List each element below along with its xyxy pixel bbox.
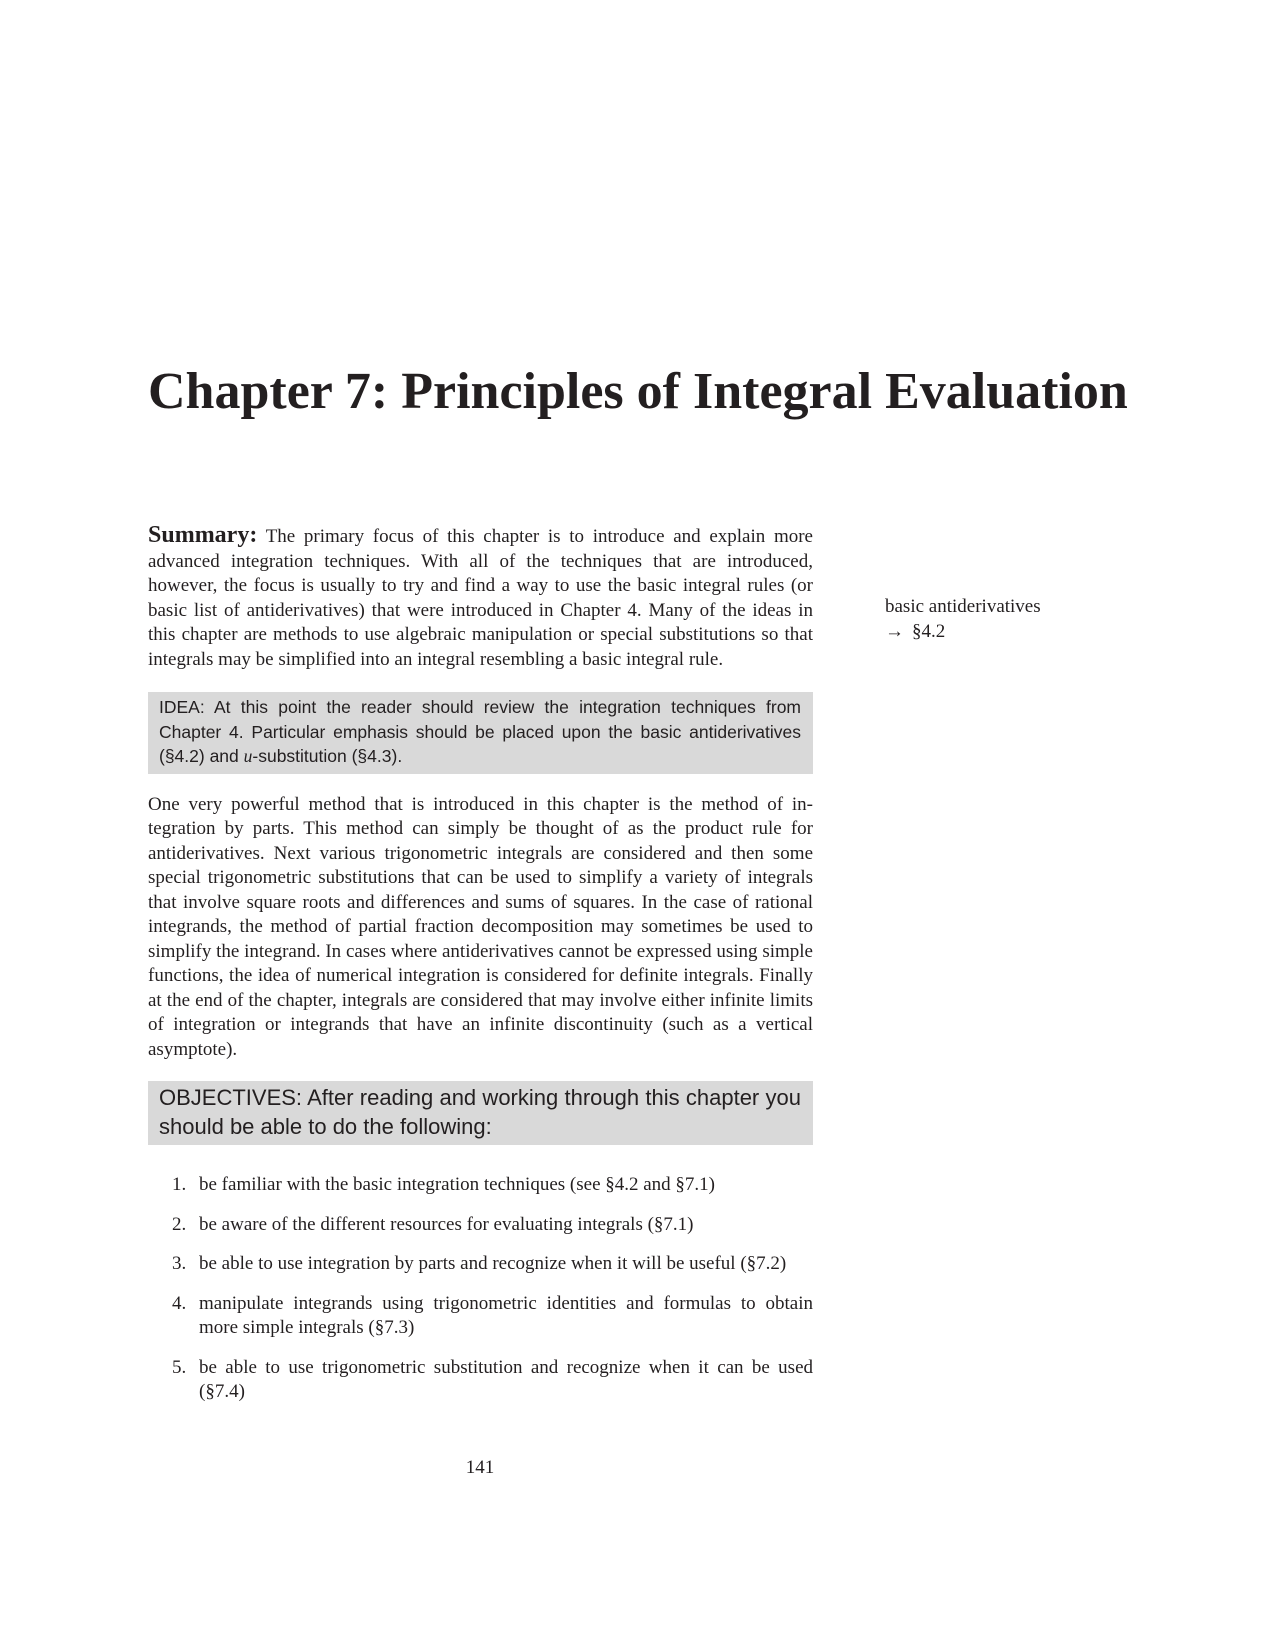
objective-item [148, 1213, 813, 1238]
idea-text-before: IDEA: At this point the reader should review the integration techniques from Chapter 4. Particular emphasis should be placed upon the basic antiderivatives (§4.2) and [159, 697, 801, 766]
right-arrow-icon: → [885, 620, 904, 642]
objective-number: 5. [172, 1356, 187, 1378]
objective-text: be able to use integration by parts and recognize when it will be useful (§7.2) [199, 1253, 787, 1274]
page-number: 141 [465, 1457, 495, 1478]
objective-text: be able to use trigonometric substitution and recognize when it can be used (§7.4) [199, 1356, 813, 1402]
summary-label: Summary: [148, 522, 258, 548]
idea-text-after: -substitution (§4.3). [252, 746, 403, 766]
main-column [148, 523, 813, 1420]
objective-item [148, 1252, 813, 1277]
idea-box [148, 692, 813, 774]
objective-number: 1. [172, 1174, 187, 1195]
margin-note [885, 595, 1135, 644]
idea-italic-u: u [243, 746, 253, 766]
objective-text: be familiar with the basic integration techniques (see §4.2 and §7.1) [199, 1174, 716, 1195]
margin-note-label: basic antiderivatives [885, 596, 1041, 617]
objective-number: 2. [172, 1213, 187, 1235]
summary-paragraph [148, 523, 813, 672]
objective-item [148, 1292, 813, 1341]
summary-text: The primary focus of this chapter is to introduce and explain more advanced integration techniques. With all of the techniques that are introduced, however, the focus is usually to try and find a way to use the basic integral rules (or basic list of antiderivatives) that were introduced in Chapter 4. Many of the ideas in this chapter are methods to use algebraic manipulation or special substitutions so that integrals may be simplified into an integral resembling a basic integral rule. [148, 526, 813, 670]
objective-item [148, 1356, 813, 1405]
objective-text: manipulate integrands using trigonometric identities and formulas to obtain more simple integrals (§7.3) [199, 1292, 813, 1338]
objective-item [148, 1173, 813, 1198]
objective-number: 4. [172, 1292, 187, 1314]
margin-note-reference [885, 620, 1135, 645]
chapter-title: Chapter 7: Principles of Integral Evaluation [148, 363, 1128, 420]
objective-text: be aware of the different resources for evaluating integrals (§7.1) [199, 1213, 694, 1235]
margin-note-section-link[interactable]: §4.2 [912, 620, 946, 642]
body-paragraph: One very powerful method that is introduced in this chapter is the method of integration by parts. This method can simply be thought of as the product rule for antiderivatives. Next various trigonometric integrals are considered and then some special trigonometric substitutions that can be used to simplify a variety of integrals that involve square roots and differences and sums of squares. In the case of rational integrands, the method of partial fraction decomposition may sometimes be used to simplify the integrand. In cases where antiderivatives cannot be expressed using simple functions, the idea of numerical integration is considered for definite integrals. Finally at the end of the chapter, integrals are considered that may involve either infinite limits of integration or integrands that have an infinite discontinuity (such as a vertical asymptote). [148, 793, 813, 1060]
objective-number: 3. [172, 1253, 187, 1274]
objectives-list [148, 1173, 813, 1405]
objectives-box: OBJECTIVES: After reading and working through this chapter you should be able to do the following: [148, 1081, 813, 1145]
